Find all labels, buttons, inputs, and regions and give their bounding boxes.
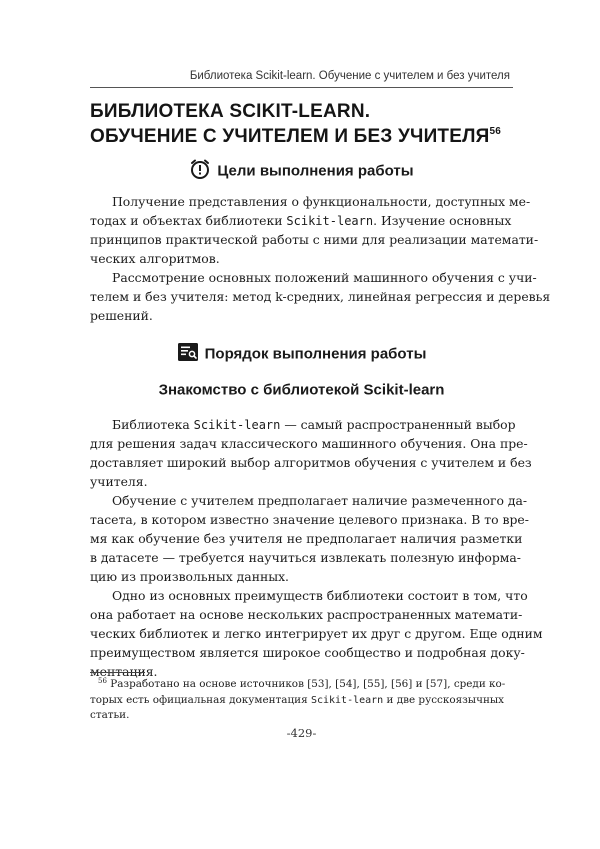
goals-heading-label: Цели выполнения работы	[217, 162, 414, 180]
text-line: телем и без учителя: метод k-средних, линейная регрессия и деревья	[90, 288, 551, 304]
text-line: доставляет широкий выбор алгоритмов обучения с учителем и без	[90, 454, 532, 470]
text-line: Обучение с учителем предполагает наличие размеченного да-	[112, 493, 528, 508]
title-footnote-ref[interactable]: 56	[489, 126, 502, 137]
scikit-paragraph-1	[90, 416, 532, 492]
text-line: мя как обучение без учителя не предполагает наличия разметки	[90, 530, 523, 546]
text-line: Одно из основных преимуществ библиотеки состоит в том, что	[112, 588, 528, 603]
text-span: торых есть официальная документация	[90, 693, 311, 706]
text-line	[90, 212, 513, 231]
goals-paragraph-2	[90, 269, 551, 326]
goals-paragraph-1	[90, 193, 539, 269]
text-span: и две русскоязычных	[383, 693, 505, 706]
text-line: в датасете — требуется научиться извлекать полезную информа-	[90, 549, 521, 565]
subsection-heading-label: Знакомство с библиотекой Scikit-learn	[158, 381, 445, 399]
code-span: Scikit-learn	[193, 418, 281, 432]
text-span: . Изучение основных	[373, 212, 512, 228]
text-line: для решения задач классического машинного обучения. Она пре-	[90, 435, 528, 451]
running-head: Библиотека Scikit-learn. Обучение с учителем и без учителя	[189, 70, 510, 82]
chapter-title	[90, 99, 520, 149]
text-line: она работает на основе нескольких распространенных математи-	[90, 606, 523, 622]
code-span: Scikit-learn	[286, 213, 374, 228]
code-span: Scikit-learn	[310, 694, 384, 706]
text-line: Получение представления о функциональности, доступных ме-	[112, 194, 531, 209]
text-line: решений.	[90, 307, 153, 323]
text-span: тодах и объектах библиотеки	[90, 212, 287, 228]
page-number: -429-	[286, 726, 317, 740]
header-rule	[90, 87, 513, 88]
text-line: ментация.	[90, 663, 158, 679]
scikit-paragraph-2	[90, 492, 529, 587]
text-line: ческих алгоритмов.	[90, 250, 220, 266]
text-span: — самый распространенный выбор	[280, 417, 516, 432]
document-search-icon	[177, 342, 199, 366]
text-line: учителя.	[90, 473, 148, 489]
footnote-line	[90, 677, 513, 693]
text-span: Библиотека	[112, 417, 194, 432]
text-line: Рассмотрение основных положений машинного обучения с учи-	[112, 270, 537, 285]
title-line-1: БИБЛИОТЕКА SCIKIT-LEARN.	[90, 101, 371, 122]
text-line	[90, 416, 516, 435]
subsection-heading	[90, 381, 513, 399]
text-line: тасета, в котором известно значение целевого признака. В то вре-	[90, 511, 529, 527]
text-line: ческих библиотек и легко интегрирует их друг с другом. Еще одним	[90, 625, 543, 641]
scikit-paragraph-3	[90, 587, 543, 682]
alarm-clock-exclamation-icon	[189, 158, 211, 184]
footnote-rule	[90, 672, 145, 673]
procedure-heading	[90, 342, 513, 366]
text-line: цию из произвольных данных.	[90, 568, 289, 584]
goals-heading	[90, 158, 513, 184]
title-line-2	[90, 124, 520, 149]
footnote-number: 56	[98, 677, 107, 685]
title-line-2-text: ОБУЧЕНИЕ С УЧИТЕЛЕМ И БЕЗ УЧИТЕЛЯ	[90, 126, 490, 147]
procedure-heading-label: Порядок выполнения работы	[204, 345, 427, 363]
text-span: Разработано на основе источников [53], [54], [55], [56] и [57], среди ко-	[106, 678, 506, 690]
text-line: принципов практической работы с ними для реализации математи-	[90, 231, 539, 247]
footnote-line: статьи.	[90, 709, 130, 721]
footnote-line	[90, 693, 513, 709]
footnote	[90, 677, 513, 724]
text-line: преимуществом является широкое сообщество и подробная доку-	[90, 644, 525, 660]
